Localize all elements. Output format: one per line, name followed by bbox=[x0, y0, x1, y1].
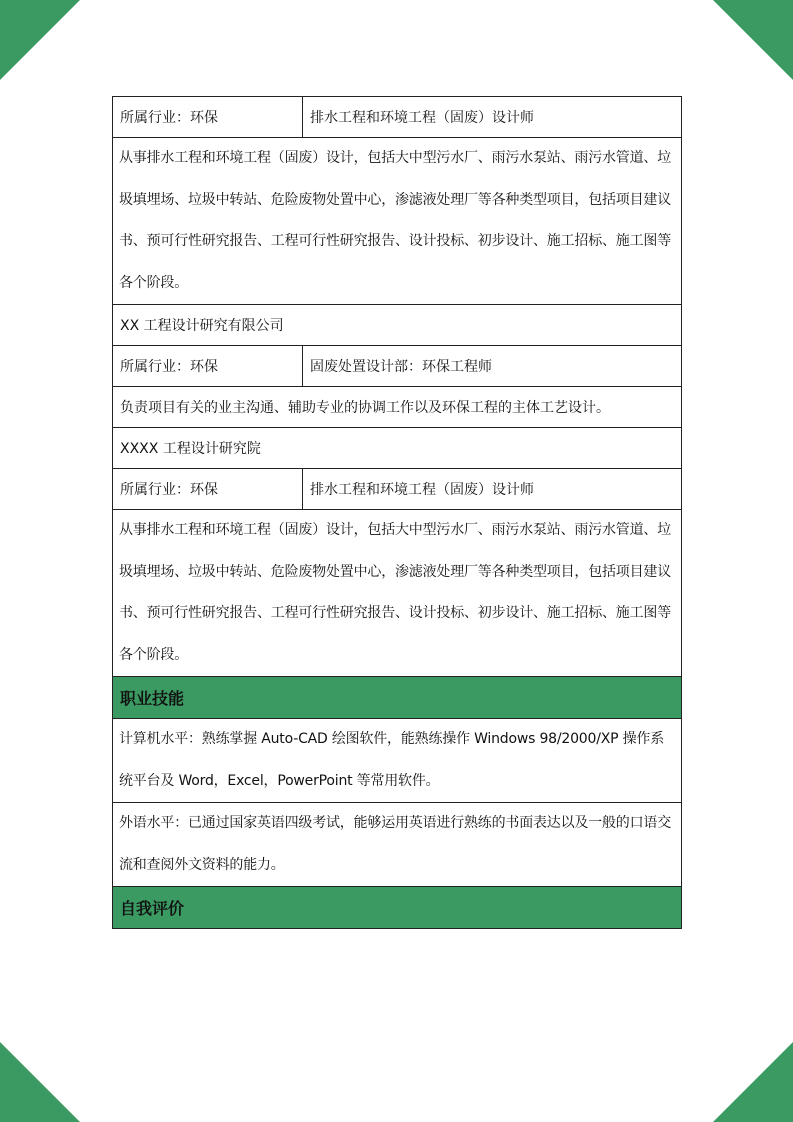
corner-decoration-top-left bbox=[0, 0, 80, 80]
corner-decoration-bottom-right bbox=[713, 1042, 793, 1122]
work-description: 负责项目有关的业主沟通、辅助专业的协调工作以及环保工程的主体工艺设计。 bbox=[113, 387, 682, 428]
industry-cell: 所属行业：环保 bbox=[113, 346, 303, 387]
work-info-row bbox=[113, 469, 682, 510]
language-skill: 外语水平：已通过国家英语四级考试，能够运用英语进行熟练的书面表达以及一般的口语交流和查阅外文资料的能力。 bbox=[113, 803, 682, 887]
resume-table bbox=[112, 96, 682, 929]
skill-row bbox=[113, 803, 682, 887]
corner-decoration-bottom-left bbox=[0, 1042, 80, 1122]
skill-row bbox=[113, 719, 682, 803]
company-row bbox=[113, 428, 682, 469]
company-name: XX 工程设计研究有限公司 bbox=[113, 305, 682, 346]
work-description-row bbox=[113, 387, 682, 428]
position-cell: 排水工程和环境工程（固废）设计师 bbox=[303, 469, 682, 510]
corner-decoration-top-right bbox=[713, 0, 793, 80]
work-info-row bbox=[113, 346, 682, 387]
work-description-row bbox=[113, 138, 682, 305]
company-row bbox=[113, 305, 682, 346]
work-info-row bbox=[113, 97, 682, 138]
section-header-row bbox=[113, 887, 682, 929]
company-name: XXXX 工程设计研究院 bbox=[113, 428, 682, 469]
self-evaluation-title: 自我评价 bbox=[113, 887, 682, 929]
computer-skill: 计算机水平：熟练掌握 Auto-CAD 绘图软件，能熟练操作 Windows 98/2000/XP 操作系统平台及 Word，Excel，PowerPoint 等常用软件。 bbox=[113, 719, 682, 803]
industry-cell: 所属行业：环保 bbox=[113, 469, 303, 510]
work-description: 从事排水工程和环境工程（固废）设计，包括大中型污水厂、雨污水泵站、雨污水管道、垃圾填埋场、垃圾中转站、危险废物处置中心，渗滤液处理厂等各种类型项目，包括项目建议书、预可行性研究报告、工程可行性研究报告、设计投标、初步设计、施工招标、施工图等各个阶段。 bbox=[113, 138, 682, 305]
position-cell: 固废处置设计部：环保工程师 bbox=[303, 346, 682, 387]
work-description-row bbox=[113, 510, 682, 677]
section-header-row bbox=[113, 677, 682, 719]
position-cell: 排水工程和环境工程（固废）设计师 bbox=[303, 97, 682, 138]
work-description: 从事排水工程和环境工程（固废）设计，包括大中型污水厂、雨污水泵站、雨污水管道、垃圾填埋场、垃圾中转站、危险废物处置中心，渗滤液处理厂等各种类型项目，包括项目建议书、预可行性研究报告、工程可行性研究报告、设计投标、初步设计、施工招标、施工图等各个阶段。 bbox=[113, 510, 682, 677]
industry-cell: 所属行业：环保 bbox=[113, 97, 303, 138]
skills-section-title: 职业技能 bbox=[113, 677, 682, 719]
